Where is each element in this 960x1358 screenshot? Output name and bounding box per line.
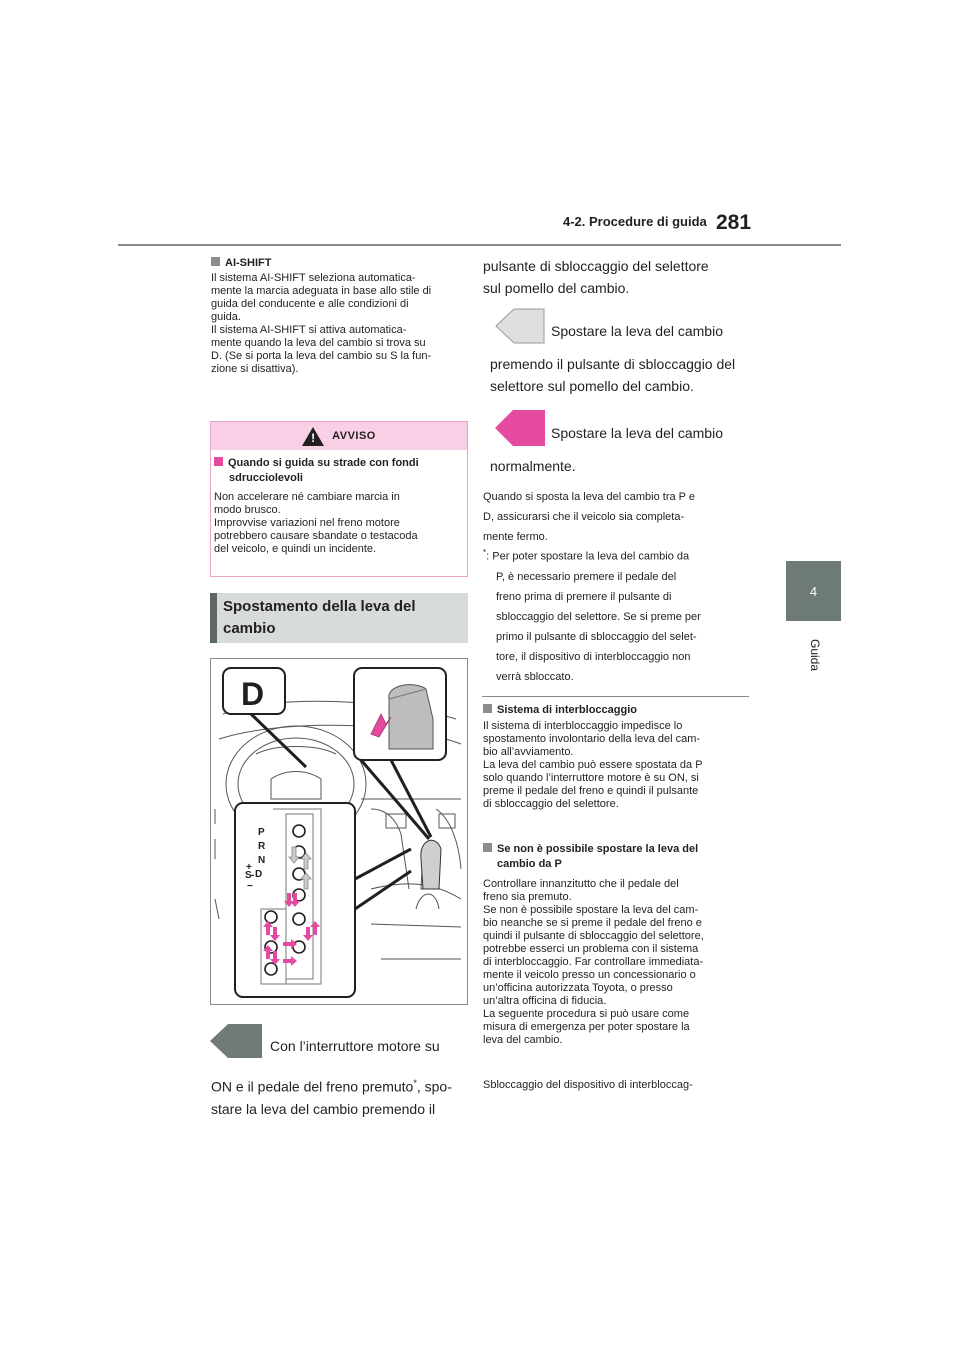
light-description: premendo il pulsante di sbloccaggio del selettore sul pomello del cambio. bbox=[490, 356, 736, 394]
interlock-heading: Sistema di interbloccaggio bbox=[483, 703, 637, 718]
pink-description: normalmente. bbox=[490, 458, 576, 474]
shift-note: Quando si sposta la leva del cambio tra P e D, assicurarsi che il veicolo sia completa- mente fermo. bbox=[483, 491, 695, 543]
square-bullet-icon bbox=[211, 257, 220, 266]
gate-label-r: R bbox=[258, 841, 266, 852]
page-number: 281 bbox=[716, 211, 752, 234]
square-bullet-icon bbox=[483, 843, 492, 852]
legend-pink-text: Spostare la leva del cambio bbox=[551, 425, 723, 441]
square-bullet-icon bbox=[214, 457, 223, 466]
gray-arrow-icon bbox=[210, 1024, 262, 1058]
divider-line bbox=[482, 696, 749, 697]
ai-shift-heading: AI-SHIFT bbox=[211, 256, 271, 271]
warning-triangle-icon: ! bbox=[302, 427, 324, 446]
sport-label-s: S bbox=[245, 870, 252, 881]
cannot-shift-heading: Se non è possibile spostare la leva del cambio da P bbox=[483, 842, 698, 872]
gate-label-p: P bbox=[258, 827, 265, 838]
gate-label-d: D bbox=[255, 869, 263, 880]
section-heading-bar bbox=[210, 593, 217, 643]
warning-title: AVVISO bbox=[332, 430, 376, 442]
warning-text: Non accelerare né cambiare marcia in modo brusco. Improvvise variazioni nel freno motore potrebbero causare sbandate o testacoda del veicolo, e quindi un incidente. bbox=[214, 491, 418, 555]
cannot-shift-paragraph: Controllare innanzitutto che il pedale del freno sia premuto. Se non è possibile spostare la leva del cam- bio neanche se si preme il pedale del freno e quindi il pulsante di sbloccaggio del selettore, potrebbe esserci un problema con il sistema di interbloccaggio. Far controllare immediata- mente il veicolo presso un concessionario o un’officina autorizzata Toyota, o presso un’altra officina di fiducia. La seguente procedura si può usare come misura di emergenza per poter spostare la leva del cambio. bbox=[483, 878, 704, 1046]
section-title: 4-2. Procedure di guida bbox=[563, 214, 707, 229]
shift-lever-illustration bbox=[211, 659, 467, 1004]
interlock-paragraph: Il sistema di interbloccaggio impedisce lo spostamento involontario della leva del cam- bio all’avviamento. La leva del cambio può essere spostata da P solo quando l’interruttore motore è su ON, si preme il pedale del freno e quindi il pulsante di sbloccaggio del selettore. bbox=[483, 720, 703, 810]
legend-gray-text: Con l’interruttore motore su bbox=[270, 1038, 440, 1054]
chapter-number: 4 bbox=[809, 583, 818, 599]
warning-title-bar bbox=[211, 422, 467, 450]
last-line: Sbloccaggio del dispositivo di interbloccag- bbox=[483, 1079, 693, 1091]
footnote: *: Per poter spostare la leva del cambio da P, è necessario premere il pedale del freno prima di premere il pulsante di sbloccaggio del selettore. Se si preme per primo il pulsante di sbloccaggio del selet- tore, il dispositivo di interbloccaggio non verrà sbloccato. bbox=[483, 548, 701, 683]
left-continuation: ON e il pedale del freno premuto*, spo- stare la leva del cambio premendo il bbox=[211, 1078, 452, 1117]
sport-label-dash: - bbox=[251, 870, 255, 881]
legend-light-text: Spostare la leva del cambio bbox=[551, 323, 723, 339]
header-rule bbox=[118, 244, 841, 246]
sport-label-minus: − bbox=[247, 881, 253, 892]
ai-shift-paragraph: Il sistema AI-SHIFT seleziona automatica- mente la marcia adeguata in base allo stile di guida del conducente e alle condizioni di guida. Il sistema AI-SHIFT si attiva automatica- mente quando la leva del cambio si trova su D. (Se si porta la leva del cambio su S la fun- zione si disattiva). bbox=[211, 272, 432, 375]
light-arrow-icon bbox=[495, 308, 545, 344]
pink-arrow-icon bbox=[495, 410, 545, 446]
gate-label-n: N bbox=[258, 855, 266, 866]
warning-heading: Quando si guida su strade con fondi sdrucciolevoli bbox=[214, 456, 419, 486]
chapter-label: Guida bbox=[808, 638, 822, 672]
section-heading: Spostamento della leva del cambio bbox=[223, 598, 416, 637]
gear-letter: D bbox=[241, 676, 265, 712]
sport-label-plus: + bbox=[246, 862, 252, 873]
right-continuation: pulsante di sbloccaggio del selettore sul pomello del cambio. bbox=[483, 258, 709, 296]
square-bullet-icon bbox=[483, 704, 492, 713]
